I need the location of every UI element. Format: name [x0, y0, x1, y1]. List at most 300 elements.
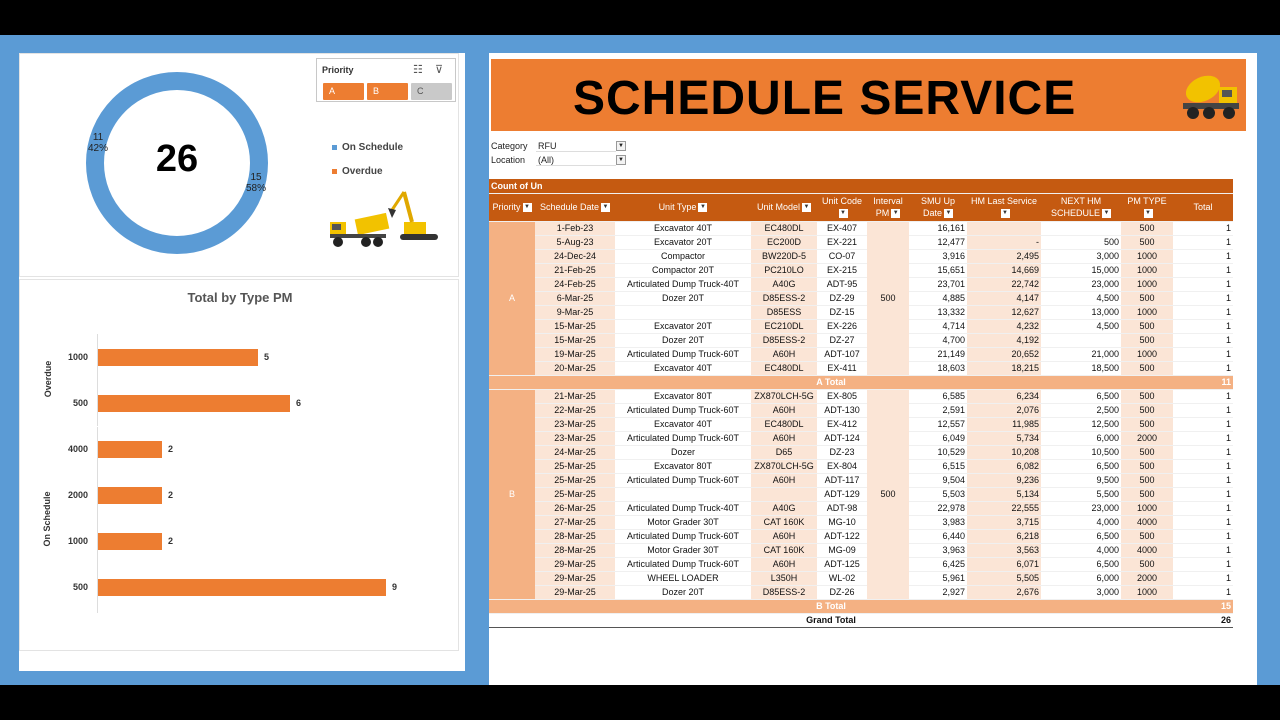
- bar-tick-label: 500: [72, 582, 88, 592]
- next-hm-cell: [1041, 221, 1121, 235]
- row-total-cell: 1: [1173, 417, 1233, 431]
- unit-code-cell: ADT-95: [817, 277, 867, 291]
- unit-code-cell: EX-411: [817, 361, 867, 375]
- row-total-cell: 1: [1173, 515, 1233, 529]
- schedule-date-cell: 5-Aug-23: [535, 235, 615, 249]
- left-panel: [19, 53, 465, 671]
- table-row: [489, 347, 1233, 361]
- unit-model-cell: ZX870LCH-5G: [751, 459, 817, 473]
- next-hm-cell: 6,000: [1041, 571, 1121, 585]
- schedule-date-cell: 25-Mar-25: [535, 473, 615, 487]
- next-hm-cell: 23,000: [1041, 277, 1121, 291]
- row-total-cell: 1: [1173, 361, 1233, 375]
- legend-label-overdue: Overdue: [342, 166, 383, 177]
- next-hm-cell: 3,000: [1041, 249, 1121, 263]
- row-total-cell: 1: [1173, 529, 1233, 543]
- next-hm-cell: 4,500: [1041, 291, 1121, 305]
- filter-location-label: Location: [491, 155, 526, 165]
- banner-title: SCHEDULE SERVICE: [573, 72, 1077, 125]
- subtotal-value: 11: [1173, 375, 1233, 389]
- schedule-date-cell: 24-Feb-25: [535, 277, 615, 291]
- pm-type-cell: 500: [1121, 487, 1173, 501]
- pm-type-cell: 500: [1121, 221, 1173, 235]
- schedule-date-cell: 26-Mar-25: [535, 501, 615, 515]
- unit-type-cell: Articulated Dump Truck-60T: [615, 529, 751, 543]
- unit-type-cell: Excavator 20T: [615, 235, 751, 249]
- pivot-header-row: [489, 193, 1233, 221]
- pm-type-cell: 500: [1121, 333, 1173, 347]
- pivot-table: [489, 179, 1233, 628]
- pm-type-cell: 500: [1121, 529, 1173, 543]
- bar-value-label: 2: [168, 444, 174, 454]
- unit-code-cell: ADT-124: [817, 431, 867, 445]
- bar-overdue-500: [98, 395, 290, 412]
- dump-truck-excavator-icon: [326, 178, 446, 258]
- legend-item-on-schedule: [332, 142, 403, 153]
- table-row: [489, 417, 1233, 431]
- schedule-date-cell: 29-Mar-25: [535, 571, 615, 585]
- hm-last-cell: 4,232: [967, 319, 1041, 333]
- grand-total-value: 26: [1173, 613, 1233, 627]
- unit-code-cell: EX-221: [817, 235, 867, 249]
- table-row: [489, 221, 1233, 235]
- bar-tick-label: 2000: [67, 490, 88, 500]
- schedule-date-cell: 22-Mar-25: [535, 403, 615, 417]
- unit-type-cell: Dozer 20T: [615, 291, 751, 305]
- unit-type-cell: Dozer: [615, 445, 751, 459]
- hm-last-cell: 18,215: [967, 361, 1041, 375]
- table-row: [489, 305, 1233, 319]
- pm-type-cell: 1000: [1121, 585, 1173, 599]
- bar-value-label: 9: [392, 582, 398, 592]
- table-row: [489, 291, 1233, 305]
- legend-swatch-orange: [332, 169, 337, 174]
- unit-code-cell: CO-07: [817, 249, 867, 263]
- unit-code-cell: EX-226: [817, 319, 867, 333]
- smu-cell: 12,557: [909, 417, 967, 431]
- unit-model-cell: ZX870LCH-5G: [751, 389, 817, 403]
- donut-total: 26: [155, 138, 199, 180]
- bar-value-label: 2: [168, 536, 174, 546]
- filter-category-label: Category: [491, 141, 528, 151]
- dropdown-icon[interactable]: ▼: [1002, 210, 1008, 217]
- next-hm-cell: 4,000: [1041, 515, 1121, 529]
- table-row: [489, 277, 1233, 291]
- bar-value-label: 5: [264, 352, 270, 362]
- on-schedule-pct: 58%: [246, 183, 267, 194]
- unit-model-cell: D65: [751, 445, 817, 459]
- unit-model-cell: CAT 160K: [751, 543, 817, 557]
- col-header-next-hm-label: NEXT HM SCHEDULE: [1050, 196, 1102, 218]
- overdue-count: 11: [92, 132, 104, 143]
- row-total-cell: 1: [1173, 585, 1233, 599]
- row-total-cell: 1: [1173, 277, 1233, 291]
- row-total-cell: 1: [1173, 459, 1233, 473]
- unit-model-cell: D85ESS-2: [751, 585, 817, 599]
- col-header-priority-label: Priority: [492, 202, 521, 212]
- unit-type-cell: Excavator 40T: [615, 417, 751, 431]
- smu-cell: 6,425: [909, 557, 967, 571]
- hm-last-cell: 5,734: [967, 431, 1041, 445]
- on-schedule-count: 15: [250, 172, 262, 183]
- pm-type-cell: 500: [1121, 473, 1173, 487]
- subtotal-row: [489, 375, 1233, 389]
- smu-cell: 13,332: [909, 305, 967, 319]
- unit-model-cell: L350H: [751, 571, 817, 585]
- unit-type-cell: Dozer 20T: [615, 585, 751, 599]
- table-row: [489, 333, 1233, 347]
- next-hm-cell: 23,000: [1041, 501, 1121, 515]
- slicer-button-a[interactable]: A: [323, 83, 364, 100]
- hm-last-cell: 9,236: [967, 473, 1041, 487]
- unit-code-cell: ADT-107: [817, 347, 867, 361]
- next-hm-cell: 6,500: [1041, 529, 1121, 543]
- filter-funnel-icon[interactable]: ▼: [616, 141, 626, 151]
- next-hm-cell: 18,500: [1041, 361, 1121, 375]
- bar-value-label: 2: [168, 490, 174, 500]
- unit-model-cell: EC480DL: [751, 361, 817, 375]
- row-total-cell: 1: [1173, 571, 1233, 585]
- col-header-smu-label: SMU Up Date: [920, 196, 955, 218]
- pm-type-cell: 500: [1121, 361, 1173, 375]
- smu-cell: 3,963: [909, 543, 967, 557]
- row-total-cell: 1: [1173, 543, 1233, 557]
- pm-type-cell: 500: [1121, 417, 1173, 431]
- filter-location: [491, 153, 626, 167]
- schedule-date-cell: 1-Feb-23: [535, 221, 615, 235]
- sort-icon[interactable]: ▼: [602, 204, 609, 211]
- hm-last-cell: 2,076: [967, 403, 1041, 417]
- filter-dropdown-icon[interactable]: ▼: [616, 155, 626, 165]
- smu-cell: 10,529: [909, 445, 967, 459]
- next-hm-cell: 5,500: [1041, 487, 1121, 501]
- pm-type-cell: 1000: [1121, 263, 1173, 277]
- dropdown-icon[interactable]: ▼: [803, 204, 810, 211]
- table-row: [489, 557, 1233, 571]
- unit-model-cell: A40G: [751, 277, 817, 291]
- unit-type-cell: Excavator 80T: [615, 389, 751, 403]
- bar-on-schedule-2000: [98, 487, 162, 504]
- unit-model-cell: A60H: [751, 403, 817, 417]
- bar-on-schedule-500: [98, 579, 386, 596]
- next-hm-cell: 2,500: [1041, 403, 1121, 417]
- next-hm-cell: 13,000: [1041, 305, 1121, 319]
- unit-model-cell: CAT 160K: [751, 515, 817, 529]
- unit-model-cell: [751, 487, 817, 501]
- next-hm-cell: 21,000: [1041, 347, 1121, 361]
- title-banner: [491, 59, 1246, 131]
- unit-type-cell: [615, 305, 751, 319]
- next-hm-cell: 3,000: [1041, 585, 1121, 599]
- legend-swatch-blue: [332, 145, 337, 150]
- pm-type-cell: 1000: [1121, 249, 1173, 263]
- next-hm-cell: [1041, 333, 1121, 347]
- table-row: [489, 515, 1233, 529]
- hm-last-cell: 6,234: [967, 389, 1041, 403]
- schedule-date-cell: 25-Mar-25: [535, 487, 615, 501]
- hm-last-cell: 22,742: [967, 277, 1041, 291]
- priority-group-cell: A: [489, 221, 535, 375]
- schedule-date-cell: 9-Mar-25: [535, 305, 615, 319]
- unit-code-cell: MG-09: [817, 543, 867, 557]
- schedule-date-cell: 20-Mar-25: [535, 361, 615, 375]
- unit-model-cell: A60H: [751, 347, 817, 361]
- schedule-date-cell: 28-Mar-25: [535, 543, 615, 557]
- row-total-cell: 1: [1173, 305, 1233, 319]
- unit-model-cell: EC480DL: [751, 221, 817, 235]
- next-hm-cell: 6,500: [1041, 557, 1121, 571]
- schedule-date-cell: 27-Mar-25: [535, 515, 615, 529]
- bar-tick-label: 1000: [67, 536, 88, 546]
- overdue-slice-label: [88, 132, 108, 154]
- col-header-pm-type-label: PM TYPE: [1127, 196, 1167, 206]
- col-header-hm-last[interactable]: [967, 193, 1041, 221]
- multi-select-icon[interactable]: ☷: [413, 64, 423, 76]
- row-total-cell: 1: [1173, 445, 1233, 459]
- next-hm-cell: 9,500: [1041, 473, 1121, 487]
- pm-type-cell: 500: [1121, 459, 1173, 473]
- col-header-smu[interactable]: [909, 193, 967, 221]
- smu-cell: 22,978: [909, 501, 967, 515]
- row-total-cell: 1: [1173, 319, 1233, 333]
- unit-model-cell: EC210DL: [751, 319, 817, 333]
- schedule-date-cell: 24-Dec-24: [535, 249, 615, 263]
- unit-type-cell: Excavator 80T: [615, 459, 751, 473]
- smu-cell: 6,440: [909, 529, 967, 543]
- col-header-interval[interactable]: [867, 193, 909, 221]
- hm-last-cell: -: [967, 235, 1041, 249]
- hm-last-cell: 14,669: [967, 263, 1041, 277]
- unit-model-cell: BW220D-5: [751, 249, 817, 263]
- bar-tick-label: 1000: [67, 352, 88, 362]
- smu-cell: 16,161: [909, 221, 967, 235]
- unit-code-cell: DZ-15: [817, 305, 867, 319]
- col-header-model[interactable]: [751, 193, 817, 221]
- hm-last-cell: 2,495: [967, 249, 1041, 263]
- hm-last-cell: 10,208: [967, 445, 1041, 459]
- schedule-date-cell: 23-Mar-25: [535, 431, 615, 445]
- unit-code-cell: DZ-27: [817, 333, 867, 347]
- hm-last-cell: 2,676: [967, 585, 1041, 599]
- table-row: [489, 403, 1233, 417]
- col-header-type-label: Unit Type: [658, 202, 697, 212]
- col-header-interval-label: Interval PM: [873, 196, 903, 218]
- donut-card: [19, 53, 459, 277]
- col-header-next-hm[interactable]: [1041, 193, 1121, 221]
- bar-on-schedule-1000: [98, 533, 162, 550]
- unit-model-cell: A60H: [751, 529, 817, 543]
- slicer-title: Priority: [322, 65, 354, 75]
- table-row: [489, 389, 1233, 403]
- unit-model-cell: PC210LO: [751, 263, 817, 277]
- smu-cell: 2,591: [909, 403, 967, 417]
- next-hm-cell: 4,500: [1041, 319, 1121, 333]
- col-header-pm-type[interactable]: [1121, 193, 1173, 221]
- row-total-cell: 1: [1173, 557, 1233, 571]
- table-row: [489, 501, 1233, 515]
- pm-type-cell: 500: [1121, 403, 1173, 417]
- cement-mixer-truck-icon: [1179, 63, 1243, 127]
- clear-filter-icon[interactable]: ⊽: [435, 64, 444, 76]
- unit-model-cell: EC200D: [751, 235, 817, 249]
- hm-last-cell: 6,082: [967, 459, 1041, 473]
- dropdown-icon[interactable]: ▼: [892, 210, 899, 217]
- smu-cell: 9,504: [909, 473, 967, 487]
- right-panel: [489, 53, 1257, 685]
- schedule-date-cell: 24-Mar-25: [535, 445, 615, 459]
- unit-type-cell: Dozer 20T: [615, 333, 751, 347]
- subtotal-row: [489, 599, 1233, 613]
- table-row: [489, 571, 1233, 585]
- schedule-date-cell: 21-Feb-25: [535, 263, 615, 277]
- unit-model-cell: A60H: [751, 557, 817, 571]
- row-total-cell: 1: [1173, 403, 1233, 417]
- unit-code-cell: ADT-117: [817, 473, 867, 487]
- pivot-corner-label: Count of Un: [489, 179, 1233, 193]
- col-header-code[interactable]: [817, 193, 867, 221]
- table-row: [489, 263, 1233, 277]
- pm-type-cell: 500: [1121, 291, 1173, 305]
- bar-chart-card: [19, 279, 459, 651]
- row-total-cell: 1: [1173, 473, 1233, 487]
- bar-chart-title: Total by Type PM: [187, 290, 293, 305]
- table-row: [489, 235, 1233, 249]
- unit-model-cell: D85ESS-2: [751, 291, 817, 305]
- grand-total-label: Grand Total: [489, 613, 1173, 627]
- next-hm-cell: 6,500: [1041, 389, 1121, 403]
- dropdown-icon[interactable]: ▼: [945, 210, 952, 217]
- pm-type-cell: 500: [1121, 319, 1173, 333]
- unit-type-cell: Articulated Dump Truck-40T: [615, 501, 751, 515]
- unit-code-cell: MG-10: [817, 515, 867, 529]
- pm-type-cell: 2000: [1121, 571, 1173, 585]
- hm-last-cell: 5,505: [967, 571, 1041, 585]
- table-row: [489, 319, 1233, 333]
- col-header-priority[interactable]: [489, 193, 535, 221]
- overdue-pct: 42%: [88, 143, 109, 154]
- dropdown-icon[interactable]: ▼: [1145, 210, 1151, 217]
- pm-type-cell: 2000: [1121, 431, 1173, 445]
- smu-cell: 15,651: [909, 263, 967, 277]
- unit-type-cell: Excavator 20T: [615, 319, 751, 333]
- smu-cell: 23,701: [909, 277, 967, 291]
- hm-last-cell: 6,071: [967, 557, 1041, 571]
- bar-overdue-1000: [98, 349, 258, 366]
- next-hm-cell: 10,500: [1041, 445, 1121, 459]
- hm-last-cell: 3,563: [967, 543, 1041, 557]
- table-row: [489, 585, 1233, 599]
- filter-location-value: (All): [536, 155, 616, 166]
- unit-type-cell: Compactor: [615, 249, 751, 263]
- unit-code-cell: ADT-122: [817, 529, 867, 543]
- table-row: [489, 249, 1233, 263]
- bar-group-label-on-schedule: On Schedule: [42, 491, 52, 547]
- pm-type-cell: 500: [1121, 445, 1173, 459]
- next-hm-cell: 500: [1041, 235, 1121, 249]
- grand-total-row: [489, 613, 1233, 627]
- filter-category: [491, 139, 626, 153]
- filter-category-value: RFU: [536, 141, 616, 152]
- unit-type-cell: Articulated Dump Truck-60T: [615, 403, 751, 417]
- bar-group-label-overdue: Overdue: [43, 360, 53, 398]
- slicer-button-c[interactable]: C: [411, 83, 452, 100]
- row-total-cell: 1: [1173, 221, 1233, 235]
- smu-cell: 4,714: [909, 319, 967, 333]
- col-header-date-label: Schedule Date: [539, 202, 600, 212]
- row-total-cell: 1: [1173, 263, 1233, 277]
- axis-line-overdue: [97, 334, 98, 426]
- unit-type-cell: Compactor 20T: [615, 263, 751, 277]
- smu-cell: 6,585: [909, 389, 967, 403]
- table-row: [489, 473, 1233, 487]
- smu-cell: 5,961: [909, 571, 967, 585]
- hm-last-cell: [967, 221, 1041, 235]
- row-total-cell: 1: [1173, 487, 1233, 501]
- next-hm-cell: 15,000: [1041, 263, 1121, 277]
- row-total-cell: 1: [1173, 249, 1233, 263]
- hm-last-cell: 6,218: [967, 529, 1041, 543]
- unit-code-cell: WL-02: [817, 571, 867, 585]
- smu-cell: 6,049: [909, 431, 967, 445]
- unit-type-cell: [615, 487, 751, 501]
- dropdown-icon[interactable]: ▼: [840, 210, 846, 217]
- col-header-date[interactable]: [535, 193, 615, 221]
- pm-type-cell: 4000: [1121, 515, 1173, 529]
- schedule-date-cell: 28-Mar-25: [535, 529, 615, 543]
- subtotal-value: 15: [1173, 599, 1233, 613]
- filter-funnel-icon[interactable]: ▼: [524, 204, 530, 211]
- row-total-cell: 1: [1173, 501, 1233, 515]
- unit-type-cell: Excavator 40T: [615, 221, 751, 235]
- slicer-button-b[interactable]: B: [367, 83, 408, 100]
- pm-type-cell: 1000: [1121, 347, 1173, 361]
- unit-type-cell: Excavator 40T: [615, 361, 751, 375]
- col-header-type[interactable]: [615, 193, 751, 221]
- smu-cell: 3,983: [909, 515, 967, 529]
- unit-code-cell: ADT-130: [817, 403, 867, 417]
- hm-last-cell: 20,652: [967, 347, 1041, 361]
- pm-type-cell: 4000: [1121, 543, 1173, 557]
- unit-code-cell: ADT-98: [817, 501, 867, 515]
- row-total-cell: 1: [1173, 291, 1233, 305]
- unit-code-cell: EX-215: [817, 263, 867, 277]
- hm-last-cell: 22,555: [967, 501, 1041, 515]
- dropdown-icon[interactable]: ▼: [1103, 210, 1110, 217]
- row-total-cell: 1: [1173, 389, 1233, 403]
- unit-code-cell: ADT-125: [817, 557, 867, 571]
- schedule-date-cell: 21-Mar-25: [535, 389, 615, 403]
- report-filters: [491, 139, 626, 167]
- interval-pm-cell: 500: [867, 221, 909, 375]
- pivot-header-top: [489, 179, 1233, 193]
- schedule-date-cell: 25-Mar-25: [535, 459, 615, 473]
- pm-type-cell: 1000: [1121, 305, 1173, 319]
- unit-type-cell: Articulated Dump Truck-60T: [615, 431, 751, 445]
- unit-code-cell: EX-805: [817, 389, 867, 403]
- unit-type-cell: WHEEL LOADER: [615, 571, 751, 585]
- unit-model-cell: A60H: [751, 431, 817, 445]
- unit-model-cell: A60H: [751, 473, 817, 487]
- bar-tick-label: 500: [72, 398, 88, 408]
- schedule-date-cell: 29-Mar-25: [535, 557, 615, 571]
- schedule-date-cell: 15-Mar-25: [535, 333, 615, 347]
- dropdown-icon[interactable]: ▼: [699, 204, 706, 211]
- table-row: [489, 445, 1233, 459]
- unit-code-cell: EX-407: [817, 221, 867, 235]
- table-row: [489, 487, 1233, 501]
- unit-code-cell: DZ-29: [817, 291, 867, 305]
- smu-cell: 4,700: [909, 333, 967, 347]
